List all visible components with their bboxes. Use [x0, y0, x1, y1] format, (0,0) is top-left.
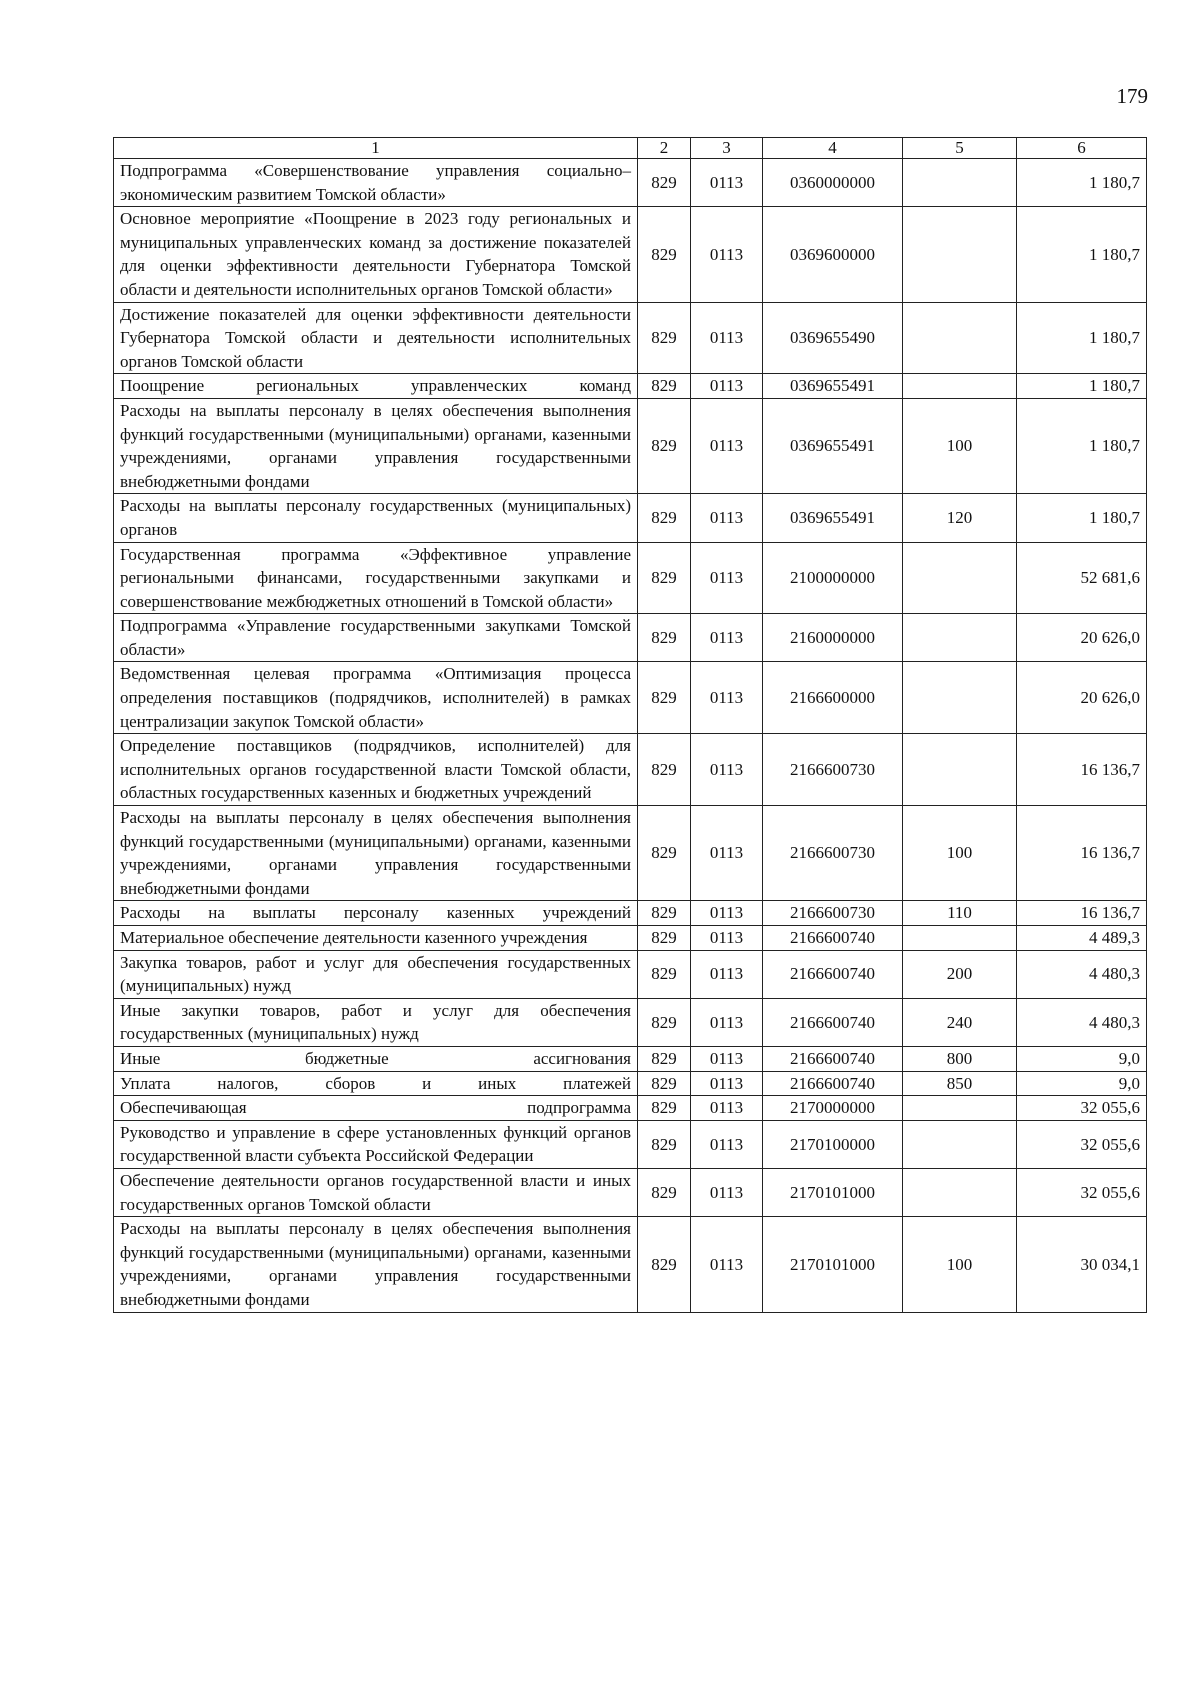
table-row [114, 159, 1147, 207]
row-target-code-cell: 2166600730 [763, 901, 903, 926]
column-header: 4 [763, 138, 903, 159]
row-amount-cell: 1 180,7 [1017, 398, 1147, 493]
table-row [114, 1120, 1147, 1168]
row-target-code-cell: 2166600000 [763, 662, 903, 734]
row-expense-type-cell: 110 [903, 901, 1017, 926]
row-section-cell: 0113 [691, 159, 763, 207]
table-row [114, 1071, 1147, 1096]
row-section-cell: 0113 [691, 926, 763, 951]
row-amount-cell: 16 136,7 [1017, 734, 1147, 806]
row-amount-cell: 9,0 [1017, 1046, 1147, 1071]
table-row [114, 1046, 1147, 1071]
row-name-cell: Иные закупки товаров, работ и услуг для обеспечения государственных (муниципальных) нужд [114, 998, 638, 1046]
row-code-cell: 829 [638, 950, 691, 998]
row-expense-type-cell: 120 [903, 494, 1017, 542]
row-name-cell: Государственная программа «Эффективное управление региональными финансами, государственными закупками и совершенствование межбюджетных отношений в Томской области» [114, 542, 638, 614]
row-target-code-cell: 2166600740 [763, 1071, 903, 1096]
row-target-code-cell: 2170101000 [763, 1168, 903, 1216]
row-expense-type-cell: 200 [903, 950, 1017, 998]
row-code-cell: 829 [638, 398, 691, 493]
row-code-cell: 829 [638, 542, 691, 614]
table-row [114, 901, 1147, 926]
row-code-cell: 829 [638, 494, 691, 542]
row-name-cell: Подпрограмма «Совершенствование управления социально–экономическим развитием Томской области» [114, 159, 638, 207]
budget-table [113, 137, 1147, 1313]
table-row [114, 806, 1147, 901]
row-expense-type-cell: 100 [903, 806, 1017, 901]
row-amount-cell: 9,0 [1017, 1071, 1147, 1096]
row-code-cell: 829 [638, 1096, 691, 1121]
row-amount-cell: 20 626,0 [1017, 614, 1147, 662]
row-target-code-cell: 2170101000 [763, 1217, 903, 1312]
row-amount-cell: 16 136,7 [1017, 901, 1147, 926]
row-expense-type-cell [903, 207, 1017, 302]
row-section-cell: 0113 [691, 374, 763, 399]
row-name-cell: Уплата налогов, сборов и иных платежей [114, 1071, 638, 1096]
row-name-cell: Поощрение региональных управленческих команд [114, 374, 638, 399]
row-section-cell: 0113 [691, 1120, 763, 1168]
row-name-cell: Обеспечение деятельности органов государственной власти и иных государственных органов Томской области [114, 1168, 638, 1216]
row-target-code-cell: 0369655490 [763, 302, 903, 374]
row-name-cell: Закупка товаров, работ и услуг для обеспечения государственных (муниципальных) нужд [114, 950, 638, 998]
row-name-cell: Иные бюджетные ассигнования [114, 1046, 638, 1071]
row-name-cell: Определение поставщиков (подрядчиков, исполнителей) для исполнительных органов государственной власти Томской области, областных государственных казенных и бюджетных учреждений [114, 734, 638, 806]
row-code-cell: 829 [638, 374, 691, 399]
header-row [114, 138, 1147, 159]
row-expense-type-cell [903, 662, 1017, 734]
row-code-cell: 829 [638, 998, 691, 1046]
row-expense-type-cell: 240 [903, 998, 1017, 1046]
row-expense-type-cell [903, 159, 1017, 207]
row-target-code-cell: 0360000000 [763, 159, 903, 207]
table-row [114, 950, 1147, 998]
row-code-cell: 829 [638, 1046, 691, 1071]
row-amount-cell: 4 489,3 [1017, 926, 1147, 951]
table-row [114, 1217, 1147, 1312]
row-target-code-cell: 2166600740 [763, 998, 903, 1046]
table-row [114, 1096, 1147, 1121]
table-row [114, 542, 1147, 614]
row-amount-cell: 4 480,3 [1017, 950, 1147, 998]
row-name-cell: Расходы на выплаты персоналу казенных учреждений [114, 901, 638, 926]
row-target-code-cell: 2170100000 [763, 1120, 903, 1168]
row-target-code-cell: 2160000000 [763, 614, 903, 662]
row-section-cell: 0113 [691, 207, 763, 302]
row-code-cell: 829 [638, 806, 691, 901]
row-amount-cell: 32 055,6 [1017, 1120, 1147, 1168]
row-section-cell: 0113 [691, 662, 763, 734]
row-expense-type-cell [903, 734, 1017, 806]
row-name-cell: Расходы на выплаты персоналу государственных (муниципальных) органов [114, 494, 638, 542]
page-number: 179 [1116, 84, 1148, 108]
row-amount-cell: 1 180,7 [1017, 207, 1147, 302]
row-section-cell: 0113 [691, 950, 763, 998]
row-code-cell: 829 [638, 1168, 691, 1216]
row-target-code-cell: 2166600740 [763, 1046, 903, 1071]
row-section-cell: 0113 [691, 302, 763, 374]
row-code-cell: 829 [638, 1217, 691, 1312]
row-expense-type-cell [903, 1096, 1017, 1121]
row-target-code-cell: 2100000000 [763, 542, 903, 614]
row-code-cell: 829 [638, 207, 691, 302]
column-header: 3 [691, 138, 763, 159]
row-target-code-cell: 0369600000 [763, 207, 903, 302]
table-row [114, 998, 1147, 1046]
row-expense-type-cell: 100 [903, 1217, 1017, 1312]
row-amount-cell: 52 681,6 [1017, 542, 1147, 614]
row-section-cell: 0113 [691, 1217, 763, 1312]
row-amount-cell: 16 136,7 [1017, 806, 1147, 901]
row-name-cell: Расходы на выплаты персоналу в целях обеспечения выполнения функций государственными (муниципальными) органами, казенными учреждениями, органами управления государственными внебюджетными фондами [114, 806, 638, 901]
row-target-code-cell: 2166600730 [763, 734, 903, 806]
row-expense-type-cell [903, 1168, 1017, 1216]
row-target-code-cell: 2166600740 [763, 950, 903, 998]
row-section-cell: 0113 [691, 901, 763, 926]
row-expense-type-cell [903, 542, 1017, 614]
row-code-cell: 829 [638, 1071, 691, 1096]
row-expense-type-cell [903, 926, 1017, 951]
row-amount-cell: 20 626,0 [1017, 662, 1147, 734]
row-section-cell: 0113 [691, 398, 763, 493]
row-name-cell: Обеспечивающая подпрограмма [114, 1096, 638, 1121]
row-amount-cell: 1 180,7 [1017, 374, 1147, 399]
table-row [114, 662, 1147, 734]
row-section-cell: 0113 [691, 1096, 763, 1121]
table-row [114, 494, 1147, 542]
row-target-code-cell: 2166600740 [763, 926, 903, 951]
column-header: 5 [903, 138, 1017, 159]
row-amount-cell: 1 180,7 [1017, 159, 1147, 207]
row-code-cell: 829 [638, 901, 691, 926]
row-target-code-cell: 0369655491 [763, 374, 903, 399]
table-row [114, 374, 1147, 399]
row-section-cell: 0113 [691, 1046, 763, 1071]
row-name-cell: Расходы на выплаты персоналу в целях обеспечения выполнения функций государственными (муниципальными) органами, казенными учреждениями, органами управления государственными внебюджетными фондами [114, 1217, 638, 1312]
row-expense-type-cell: 800 [903, 1046, 1017, 1071]
table-row [114, 926, 1147, 951]
row-section-cell: 0113 [691, 998, 763, 1046]
row-amount-cell: 30 034,1 [1017, 1217, 1147, 1312]
table-row [114, 1168, 1147, 1216]
row-target-code-cell: 2166600730 [763, 806, 903, 901]
row-target-code-cell: 0369655491 [763, 494, 903, 542]
column-header: 2 [638, 138, 691, 159]
row-expense-type-cell [903, 614, 1017, 662]
row-name-cell: Ведомственная целевая программа «Оптимизация процесса определения поставщиков (подрядчиков, исполнителей) в рамках централизации закупок Томской области» [114, 662, 638, 734]
row-section-cell: 0113 [691, 1168, 763, 1216]
row-amount-cell: 32 055,6 [1017, 1096, 1147, 1121]
row-target-code-cell: 0369655491 [763, 398, 903, 493]
row-section-cell: 0113 [691, 1071, 763, 1096]
column-header: 1 [114, 138, 638, 159]
row-name-cell: Достижение показателей для оценки эффективности деятельности Губернатора Томской области и деятельности исполнительных органов Томской области [114, 302, 638, 374]
row-amount-cell: 32 055,6 [1017, 1168, 1147, 1216]
row-section-cell: 0113 [691, 806, 763, 901]
table-row [114, 734, 1147, 806]
row-code-cell: 829 [638, 662, 691, 734]
row-section-cell: 0113 [691, 734, 763, 806]
table-row [114, 614, 1147, 662]
row-amount-cell: 4 480,3 [1017, 998, 1147, 1046]
table-row [114, 207, 1147, 302]
row-expense-type-cell: 850 [903, 1071, 1017, 1096]
table-row [114, 302, 1147, 374]
table-row [114, 398, 1147, 493]
column-header: 6 [1017, 138, 1147, 159]
row-name-cell: Подпрограмма «Управление государственными закупками Томской области» [114, 614, 638, 662]
row-section-cell: 0113 [691, 494, 763, 542]
row-expense-type-cell [903, 374, 1017, 399]
row-expense-type-cell [903, 1120, 1017, 1168]
row-name-cell: Материальное обеспечение деятельности казенного учреждения [114, 926, 638, 951]
row-name-cell: Основное мероприятие «Поощрение в 2023 году региональных и муниципальных управленческих команд за достижение показателей для оценки эффективности деятельности Губернатора Томской области и деятельности исполнительных органов Томской области» [114, 207, 638, 302]
row-amount-cell: 1 180,7 [1017, 494, 1147, 542]
row-code-cell: 829 [638, 614, 691, 662]
row-section-cell: 0113 [691, 542, 763, 614]
row-code-cell: 829 [638, 734, 691, 806]
row-name-cell: Руководство и управление в сфере установленных функций органов государственной власти субъекта Российской Федерации [114, 1120, 638, 1168]
row-code-cell: 829 [638, 302, 691, 374]
row-code-cell: 829 [638, 159, 691, 207]
row-expense-type-cell: 100 [903, 398, 1017, 493]
row-code-cell: 829 [638, 1120, 691, 1168]
row-amount-cell: 1 180,7 [1017, 302, 1147, 374]
row-expense-type-cell [903, 302, 1017, 374]
row-code-cell: 829 [638, 926, 691, 951]
row-section-cell: 0113 [691, 614, 763, 662]
row-target-code-cell: 2170000000 [763, 1096, 903, 1121]
row-name-cell: Расходы на выплаты персоналу в целях обеспечения выполнения функций государственными (муниципальными) органами, казенными учреждениями, органами управления государственными внебюджетными фондами [114, 398, 638, 493]
